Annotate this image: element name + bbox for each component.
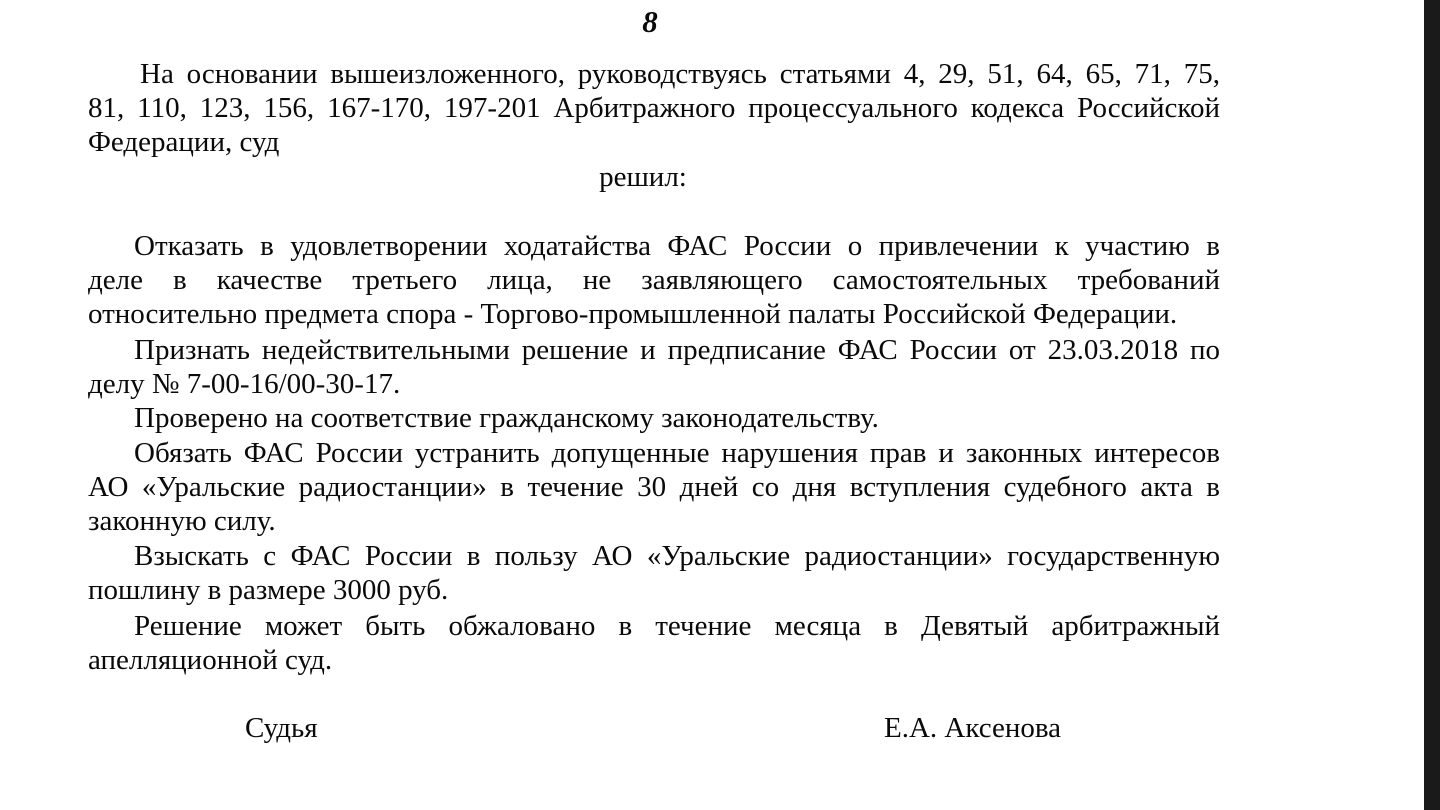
intro-line: 81, 110, 123, 156, 167-170, 197-201 Арбитражного процессуального кодекса Российской [88,92,1220,124]
viewer-right-border [1424,0,1440,810]
paragraph-line: Проверено на соответствие гражданскому законодательству. [134,402,879,434]
decision-heading-wrap [88,160,1198,194]
ruling-paragraph-collect [88,539,1220,607]
decision-heading: решил: [599,161,687,193]
paragraph-line: законную силу. [88,505,276,537]
paragraph-line: Решение может быть обжаловано в течение месяца в Девятый арбитражный [134,610,1220,642]
ruling-paragraph-checked [88,401,1220,435]
ruling-paragraph-refuse [88,229,1220,331]
paragraph-line: деле в качестве третьего лица, не заявляющего самостоятельных требований [88,264,1220,296]
ruling-paragraph-invalidate [88,333,1220,401]
paragraph-line: Обязать ФАС России устранить допущенные нарушения прав и законных интересов [134,437,1220,469]
signature-title: Судья [245,712,318,744]
ruling-paragraph-appeal [88,609,1220,677]
paragraph-line: относительно предмета спора - Торгово-промышленной палаты Российской Федерации. [88,298,1178,330]
paragraph-line: Признать недействительными решение и предписание ФАС России от 23.03.2018 по [134,334,1220,366]
paragraph-line: пошлину в размере 3000 руб. [88,574,449,606]
intro-line: Федерации, суд [88,126,280,158]
paragraph-line: Взыскать с ФАС России в пользу АО «Уральские радиостанции» государственную [134,540,1220,572]
page-number: 8 [642,4,658,39]
ruling-paragraph-oblige [88,436,1220,538]
paragraph-line: Отказать в удовлетворении ходатайства ФАС России о привлечении к участию в [134,230,1220,262]
paragraph-line: АО «Уральские радиостанции» в течение 30 дней со дня вступления судебного акта в [88,471,1220,503]
signature-name: Е.А. Аксенова [884,712,1062,744]
intro-paragraph [88,57,1220,159]
intro-line: На основании вышеизложенного, руководствуясь статьями 4, 29, 51, 64, 65, 71, 75, [140,58,1220,90]
paragraph-line: делу № 7-00-16/00-30-17. [88,368,401,400]
paragraph-line: апелляционной суд. [88,644,333,676]
